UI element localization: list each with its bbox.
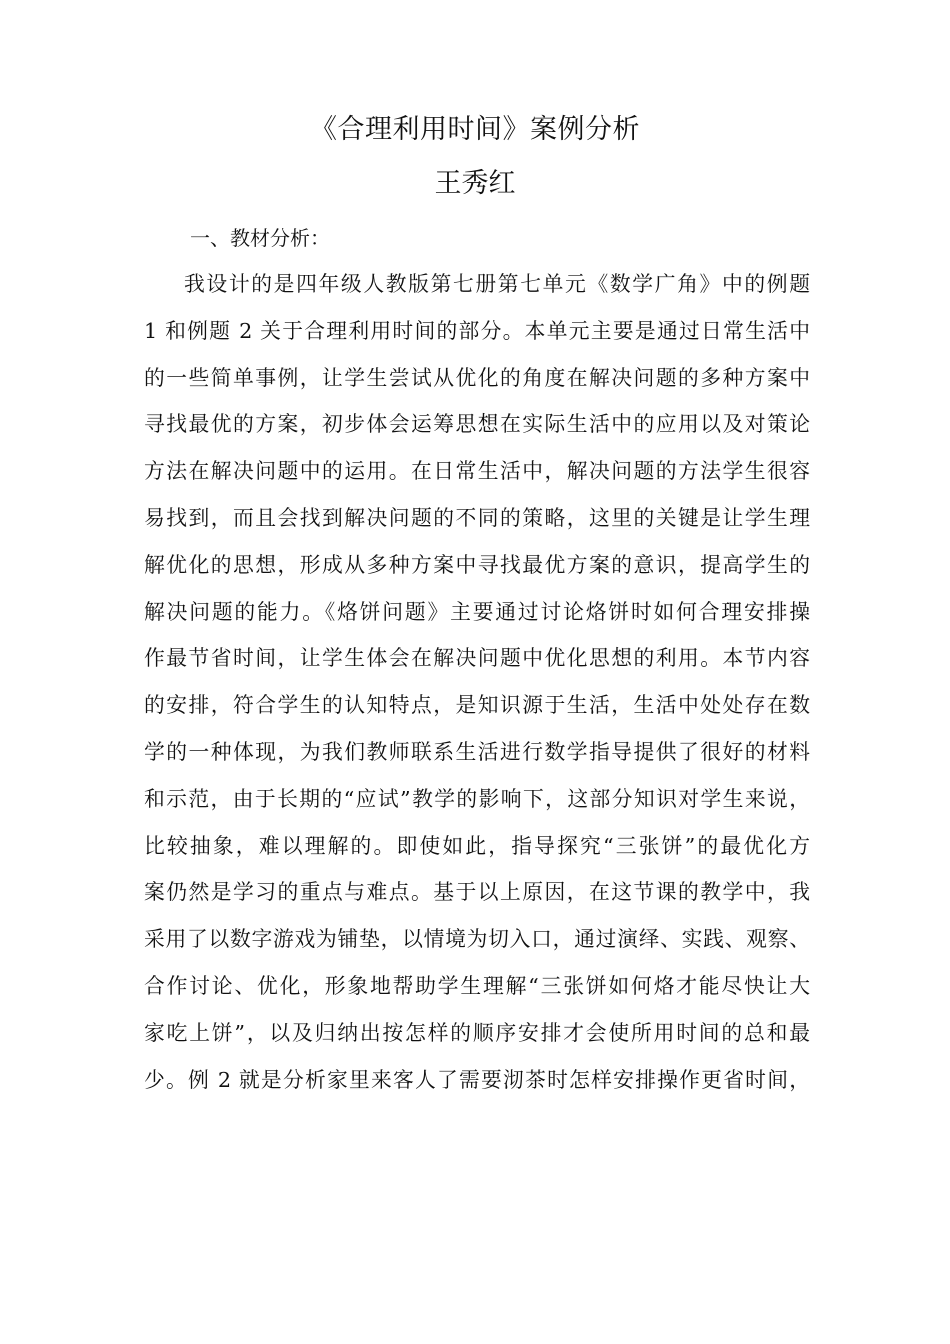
paragraph-line: 家吃上饼”，以及归纳出按怎样的顺序安排才会使所用时间的总和最 (144, 1020, 810, 1045)
document-title: 《合理利用时间》案例分析 (310, 114, 640, 145)
paragraph-line: 解决问题的能力。《烙饼问题》主要通过讨论烙饼时如何合理安排操 (144, 599, 810, 624)
paragraph-line: 我设计的是四年级人教版第七册第七单元《数学广角》中的例题 (184, 272, 810, 296)
body-paragraph (144, 266, 810, 1108)
paragraph-line: 学的一种体现，为我们教师联系生活进行数学指导提供了很好的材料 (144, 739, 810, 764)
paragraph-line: 采用了以数字游戏为铺垫，以情境为切入口，通过演绎、实践、观察、 (144, 927, 810, 952)
paragraph-line: 案仍然是学习的重点与难点。基于以上原因，在这节课的教学中，我 (144, 880, 810, 905)
section-heading: 一、教材分析： (190, 226, 330, 250)
paragraph-line: 比较抽象，难以理解的。即使如此，指导探究“三张饼”的最优化方 (144, 833, 810, 858)
author-name: 王秀红 (434, 168, 516, 199)
paragraph-line: 寻找最优的方案，初步体会运筹思想在实际生活中的应用以及对策论 (144, 412, 810, 437)
paragraph-line: 的一些简单事例，让学生尝试从优化的角度在解决问题的多种方案中 (144, 365, 810, 390)
paragraph-line: 作最节省时间，让学生体会在解决问题中优化思想的利用。本节内容 (144, 646, 810, 671)
paragraph-line: 解优化的思想，形成从多种方案中寻找最优方案的意识，提高学生的 (144, 552, 810, 577)
paragraph-line: 合作讨论、优化，形象地帮助学生理解“三张饼如何烙才能尽快让大 (144, 973, 810, 998)
paragraph-line: 少。例 2 就是分析家里来客人了需要沏茶时怎样安排操作更省时间， (144, 1067, 810, 1092)
paragraph-line: 的安排，符合学生的认知特点，是知识源于生活，生活中处处存在数 (144, 693, 810, 718)
paragraph-line: 1 和例题 2 关于合理利用时间的部分。本单元主要是通过日常生活中 (144, 318, 810, 343)
paragraph-line: 易找到，而且会找到解决问题的不同的策略，这里的关键是让学生理 (144, 505, 810, 530)
paragraph-line: 和示范，由于长期的“应试”教学的影响下，这部分知识对学生来说， (144, 786, 810, 811)
paragraph-line: 方法在解决问题中的运用。在日常生活中，解决问题的方法学生很容 (144, 459, 810, 484)
